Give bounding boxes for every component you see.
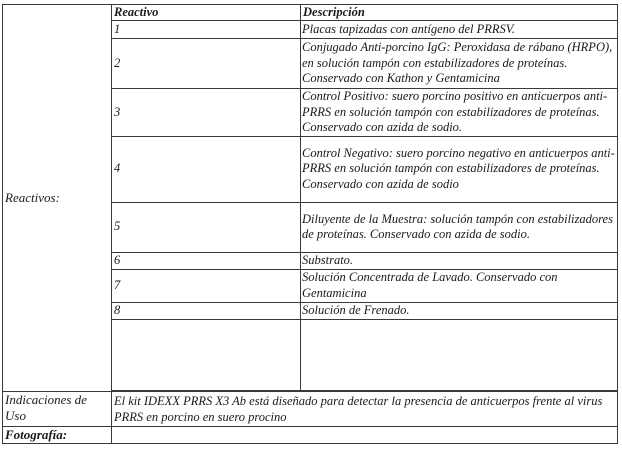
reagent-row	[112, 252, 617, 269]
reagent-number: 4	[112, 136, 301, 202]
reagent-row	[112, 21, 617, 39]
reagent-description: Control Positivo: suero porcino positivo en anticuerpos anti-PRRS en solución tampón con estabilizadores de proteínas. Conservado con azida de sodio.	[301, 89, 618, 137]
reagent-row	[112, 136, 617, 202]
reagent-row	[112, 302, 617, 319]
reagent-row	[112, 89, 617, 137]
reagent-number: 1	[112, 21, 301, 39]
col-descripcion-header: Descripción	[301, 5, 618, 21]
reagents-header-row	[112, 5, 617, 21]
indicaciones-text: El kit IDEXX PRRS X3 Ab está diseñado para detectar la presencia de anticuerpos frente al virus PRRS en porcino en suero procino	[112, 391, 618, 426]
reagent-description: Diluyente de la Muestra: solución tampón con estabilizadores de proteínas. Conservado con azida de sodio.	[301, 202, 618, 252]
reagent-number: 6	[112, 252, 301, 269]
fotografia-label: Fotografía:	[3, 426, 112, 443]
reagent-row	[112, 39, 617, 89]
reagent-number: 2	[112, 39, 301, 89]
fotografia-content	[112, 426, 618, 443]
reagent-blank-row	[112, 319, 617, 390]
blank-cell	[301, 319, 618, 390]
fotografia-row	[3, 426, 618, 443]
reactivos-label: Reactivos:	[3, 5, 112, 392]
reagent-description: Control Negativo: suero porcino negativo en anticuerpos anti-PRRS en solución tampón con estabilizadores de proteínas. Conservado con azida de sodio	[301, 136, 618, 202]
reagents-table	[112, 5, 617, 391]
col-reactivo-header: Reactivo	[112, 5, 301, 21]
blank-cell	[112, 319, 301, 390]
reagent-row	[112, 202, 617, 252]
product-info-table	[2, 4, 618, 444]
reagent-number: 7	[112, 269, 301, 302]
indicaciones-row	[3, 391, 618, 426]
reagent-description: Substrato.	[301, 252, 618, 269]
reagent-description: Solución Concentrada de Lavado. Conservado con Gentamicina	[301, 269, 618, 302]
reagent-number: 5	[112, 202, 301, 252]
reagent-number: 8	[112, 302, 301, 319]
reagent-description: Conjugado Anti-porcino IgG: Peroxidasa de rábano (HRPO), en solución tampón con estabilizadores de proteínas. Conservado con Kathon y Gentamicina	[301, 39, 618, 89]
reagent-description: Solución de Frenado.	[301, 302, 618, 319]
reactivos-content	[112, 5, 618, 392]
reagent-number: 3	[112, 89, 301, 137]
reagent-description: Placas tapizadas con antígeno del PRRSV.	[301, 21, 618, 39]
reagent-row	[112, 269, 617, 302]
indicaciones-label: Indicaciones de Uso	[3, 391, 112, 426]
reactivos-row	[3, 5, 618, 392]
